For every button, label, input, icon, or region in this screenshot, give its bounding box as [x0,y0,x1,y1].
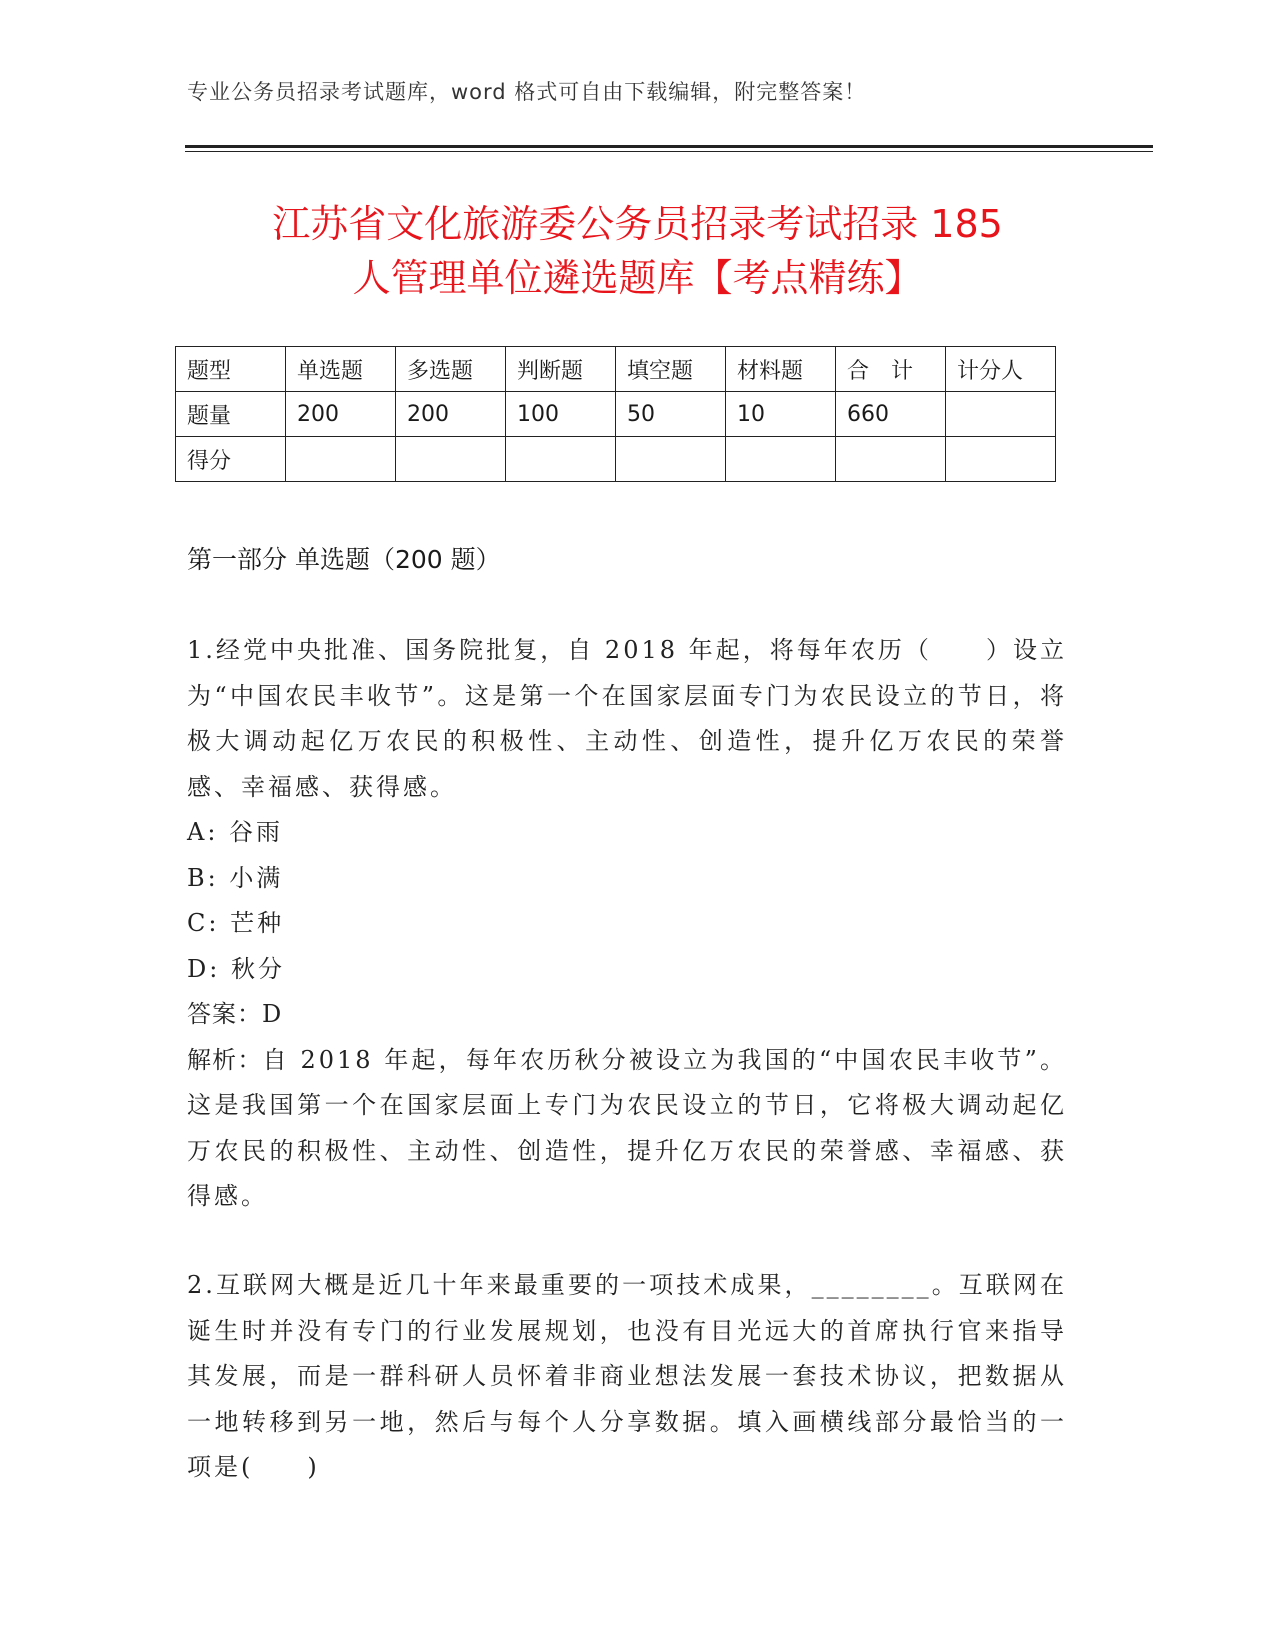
table-cell: 题量 [176,392,286,437]
score-table-count-row [176,392,1056,437]
score-table-score-row [176,437,1056,482]
answer [187,992,1067,1038]
header-rule-thick [185,145,1153,148]
table-cell: 判断题 [506,347,616,392]
table-cell [946,392,1056,437]
document-title-line1: 江苏省文化旅游委公务员招录考试招录 185 [272,202,1003,246]
table-cell: 100 [506,392,616,437]
table-cell: 得分 [176,437,286,482]
question-stem: 2.互联网大概是近几十年来最重要的一项技术成果，________。互联网在诞生时并没有专门的行业发展规划，也没有目光远大的首席执行官来指导其发展，而是一群科研人员怀着非商业想法发展一套技术协议，把数据从一地转移到另一地，然后与每个人分享数据。填入画横线部分最恰当的一项是( ) [187,1271,1067,1481]
table-cell [286,437,396,482]
table-cell: 660 [836,392,946,437]
score-table-header-row [176,347,1056,392]
document-title [185,197,1090,305]
analysis-text: 自 2018 年起，每年农历秋分被设立为我国的“中国农民丰收节”。这是我国第一个在国家层面上专门为农民设立的节日，它将极大调动起亿万农民的积极性、主动性、创造性，提升亿万农民的荣誉感、幸福感、获得感。 [187,1045,1068,1210]
document-title-line2: 人管理单位遴选题库【考点精练】 [352,256,923,300]
header-rule-thin [185,151,1153,152]
analysis-label: 解析： [187,1045,263,1074]
table-cell: 计分人 [946,347,1056,392]
table-cell: 单选题 [286,347,396,392]
table-cell: 题型 [176,347,286,392]
table-cell [946,437,1056,482]
table-cell: 200 [286,392,396,437]
table-cell: 多选题 [396,347,506,392]
option-d: D: 秋分 [187,954,285,983]
table-cell [396,437,506,482]
answer-label: 答案： [187,1000,262,1028]
table-cell: 填空题 [616,347,726,392]
table-cell: 10 [726,392,836,437]
option-b: B: 小满 [187,863,284,892]
table-cell [726,437,836,482]
table-cell [836,437,946,482]
option-a: A: 谷雨 [187,818,284,846]
section-heading: 第一部分 单选题（200 题） [187,545,501,574]
table-cell: 200 [396,392,506,437]
question-2 [187,1263,1067,1491]
table-cell: 50 [616,392,726,437]
table-cell: 合 计 [836,347,946,392]
question-1 [187,628,1067,1220]
answer-value: D [262,1000,285,1028]
table-cell: 材料题 [726,347,836,392]
header-note: 专业公务员招录考试题库，word 格式可自由下载编辑，附完整答案！ [187,80,867,104]
score-table [175,346,1056,482]
table-cell [506,437,616,482]
analysis [187,1038,1067,1220]
table-cell [616,437,726,482]
option-c: C: 芒种 [187,909,285,937]
question-stem: 1.经党中央批准、国务院批复，自 2018 年起，将每年农历（ ）设立为“中国农民丰收节”。这是第一个在国家层面专门为农民设立的节日，将极大调动起亿万农民的积极性、主动性、创造性，提升亿万农民的荣誉感、幸福感、获得感。 [187,636,1067,801]
